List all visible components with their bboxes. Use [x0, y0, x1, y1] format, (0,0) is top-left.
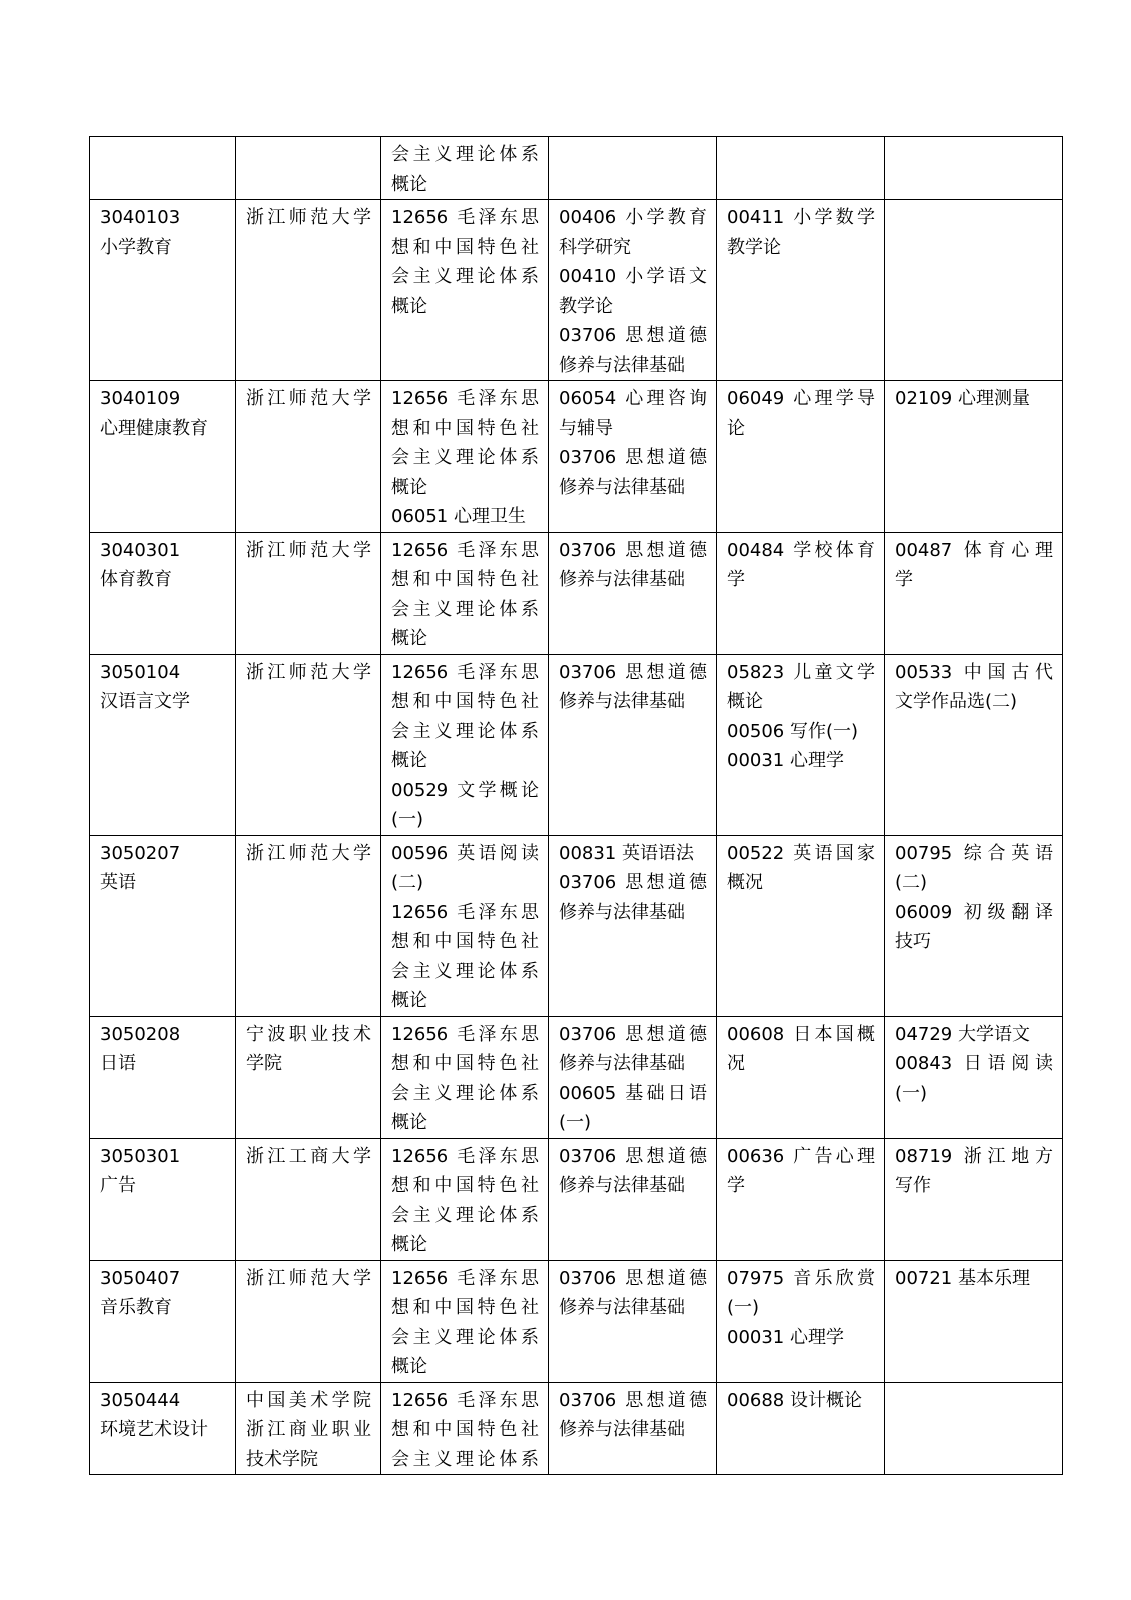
course-entry-line: 00831 英语语法 — [559, 842, 694, 864]
course-entry-line: 概论 — [391, 476, 427, 498]
table-row — [90, 137, 1063, 200]
school-line: 浙江师范大学 — [246, 661, 371, 683]
course-entry-line: 概况 — [727, 872, 763, 893]
course-entry-line: (一) — [559, 1112, 592, 1133]
course-entry-line: 与辅导 — [559, 417, 613, 439]
course-entry-line: 3050301 — [100, 1145, 181, 1167]
course-entry-line: 修养与法律基础 — [559, 569, 685, 590]
course-cell-1 — [381, 1260, 549, 1382]
course-entry-line: 文学作品选(二) — [895, 691, 1018, 712]
course-cell-4 — [885, 532, 1063, 654]
course-cell-1 — [381, 137, 549, 200]
course-cell-3 — [717, 200, 885, 381]
course-cell-4 — [885, 200, 1063, 381]
course-cell-4 — [885, 381, 1063, 533]
course-cell-1 — [381, 1138, 549, 1260]
school-line: 浙江师范大学 — [246, 207, 371, 228]
school-cell — [236, 654, 381, 835]
course-cell-2 — [549, 835, 717, 1016]
school-line: 学院 — [246, 1053, 282, 1074]
course-cell-3 — [717, 1260, 885, 1382]
course-entry-line: 00410 小学语文 — [559, 266, 707, 287]
course-entry-line: 概论 — [391, 750, 427, 771]
course-entry-line: 3050444 — [100, 1389, 181, 1411]
course-entry-line: 科学研究 — [559, 236, 631, 258]
school-cell — [236, 1138, 381, 1260]
course-cell-2 — [549, 200, 717, 381]
course-entry-line: 学 — [895, 569, 913, 590]
table-row — [90, 1260, 1063, 1382]
course-entry-line: 会主义理论体系 — [391, 1082, 539, 1104]
course-entry-line: 12656 毛泽东思 — [391, 661, 539, 683]
course-cell-4 — [885, 137, 1063, 200]
course-entry-line: 03706 思想道德 — [559, 1389, 707, 1411]
course-entry-line: 想和中国特色社 — [391, 691, 539, 712]
school-cell — [236, 200, 381, 381]
major-cell — [90, 200, 236, 381]
school-cell — [236, 532, 381, 654]
course-entry-line: 02109 心理测量 — [895, 388, 1030, 409]
course-entry-line: 12656 毛泽东思 — [391, 1145, 539, 1167]
course-entry-line: 03706 思想道德 — [559, 1145, 707, 1167]
school-line: 浙江师范大学 — [246, 1267, 371, 1289]
school-line: 技术学院 — [246, 1448, 318, 1470]
course-entry-line: 想和中国特色社 — [391, 569, 539, 590]
school-line: 中国美术学院 — [246, 1389, 371, 1411]
course-cell-1 — [381, 1016, 549, 1138]
course-entry-line: 00506 写作(一) — [727, 720, 859, 742]
course-entry-line: 03706 思想道德 — [559, 447, 707, 468]
school-cell — [236, 1016, 381, 1138]
table-row — [90, 1138, 1063, 1260]
major-cell — [90, 137, 236, 200]
course-cell-1 — [381, 200, 549, 381]
course-entry-line: 12656 毛泽东思 — [391, 207, 539, 228]
course-entry-line: 00529 文学概论 — [391, 779, 539, 801]
course-entry-line: 00406 小学教育 — [559, 207, 707, 228]
course-entry-line: 00721 基本乐理 — [895, 1267, 1030, 1289]
course-entry-line: 修养与法律基础 — [559, 1419, 685, 1440]
course-entry-line: 03706 思想道德 — [559, 872, 707, 893]
course-cell-3 — [717, 532, 885, 654]
course-cell-4 — [885, 835, 1063, 1016]
course-entry-line: (一) — [727, 1297, 760, 1318]
major-line: 英语 — [100, 872, 136, 893]
school-cell — [236, 381, 381, 533]
course-entry-line: 00795 综合英语 — [895, 842, 1053, 864]
course-entry-line: 想和中国特色社 — [391, 1053, 539, 1074]
major-line: 体育教育 — [100, 569, 172, 590]
course-cell-2 — [549, 137, 717, 200]
course-entry-line: 想和中国特色社 — [391, 417, 539, 439]
course-entry-line: (一) — [391, 809, 424, 830]
school-cell — [236, 835, 381, 1016]
course-entry-line: 12656 毛泽东思 — [391, 1267, 539, 1289]
major-cell — [90, 1260, 236, 1382]
course-entry-line: 3040103 — [100, 207, 181, 228]
course-entry-line: 00533 中国古代 — [895, 661, 1053, 683]
course-cell-3 — [717, 1016, 885, 1138]
course-entry-line: 会主义理论体系 — [391, 266, 539, 287]
course-entry-line: 03706 思想道德 — [559, 325, 707, 346]
course-entry-line: 会主义理论体系 — [391, 144, 539, 165]
course-cell-2 — [549, 532, 717, 654]
course-entry-line: 00636 广告心理 — [727, 1145, 875, 1167]
major-cell — [90, 1138, 236, 1260]
course-entry-line: 写作 — [895, 1175, 931, 1196]
course-entry-line: 03706 思想道德 — [559, 661, 707, 683]
course-cell-4 — [885, 1260, 1063, 1382]
course-entry-line: 3050208 — [100, 1023, 181, 1045]
major-line: 小学教育 — [100, 236, 172, 258]
table-row — [90, 835, 1063, 1016]
course-entry-line: 06009 初级翻译 — [895, 901, 1053, 923]
course-entry-line: 想和中国特色社 — [391, 1297, 539, 1318]
course-entry-line: 论 — [727, 417, 745, 439]
course-entry-line: 08719 浙江地方 — [895, 1145, 1053, 1167]
table-row — [90, 654, 1063, 835]
course-entry-line: 3050407 — [100, 1267, 181, 1289]
course-entry-line: 会主义理论体系 — [391, 1326, 539, 1348]
course-entry-line: 00411 小学数学 — [727, 207, 875, 228]
course-entry-line: 00031 心理学 — [727, 1326, 844, 1348]
course-entry-line: 概论 — [391, 1234, 427, 1255]
course-entry-line: 修养与法律基础 — [559, 1053, 685, 1074]
course-entry-line: 教学论 — [727, 236, 781, 258]
course-entry-line: 06049 心理学导 — [727, 388, 875, 409]
course-entry-line: 修养与法律基础 — [559, 476, 685, 498]
course-entry-line: 12656 毛泽东思 — [391, 1389, 539, 1411]
course-entry-line: 教学论 — [559, 295, 613, 317]
course-entry-line: 想和中国特色社 — [391, 1419, 539, 1440]
course-cell-1 — [381, 1382, 549, 1475]
course-entry-line: (一) — [895, 1082, 928, 1104]
course-entry-line: 04729 大学语文 — [895, 1023, 1030, 1045]
course-entry-line: 会主义理论体系 — [391, 1448, 539, 1470]
course-cell-3 — [717, 137, 885, 200]
course-entry-line: 06054 心理咨询 — [559, 388, 707, 409]
course-entry-line: 学 — [727, 1175, 745, 1196]
course-entry-line: 概论 — [391, 295, 427, 317]
course-entry-line: 00596 英语阅读 — [391, 842, 539, 864]
school-cell — [236, 1382, 381, 1475]
course-entry-line: 12656 毛泽东思 — [391, 901, 539, 923]
table-row — [90, 1016, 1063, 1138]
course-cell-2 — [549, 1382, 717, 1475]
course-entry-line: 05823 儿童文学 — [727, 661, 875, 683]
course-cell-2 — [549, 654, 717, 835]
major-cell — [90, 654, 236, 835]
major-cell — [90, 381, 236, 533]
table-row — [90, 1382, 1063, 1475]
table-row — [90, 381, 1063, 533]
course-entry-line: 03706 思想道德 — [559, 1023, 707, 1045]
table-body — [90, 137, 1063, 1475]
course-cell-1 — [381, 381, 549, 533]
course-entry-line: 概论 — [727, 691, 763, 712]
major-cell — [90, 835, 236, 1016]
course-entry-line: 学 — [727, 569, 745, 590]
course-schedule-table — [89, 136, 1063, 1475]
course-entry-line: 3050104 — [100, 661, 181, 683]
table-row — [90, 200, 1063, 381]
course-cell-4 — [885, 654, 1063, 835]
course-entry-line: 想和中国特色社 — [391, 1175, 539, 1196]
course-cell-4 — [885, 1016, 1063, 1138]
course-cell-3 — [717, 1382, 885, 1475]
course-entry-line: 概论 — [391, 1356, 427, 1377]
major-cell — [90, 1382, 236, 1475]
course-cell-1 — [381, 532, 549, 654]
course-cell-2 — [549, 381, 717, 533]
school-cell — [236, 137, 381, 200]
school-line: 浙江师范大学 — [246, 842, 371, 864]
course-entry-line: 00487 体育心理 — [895, 539, 1053, 561]
course-entry-line: 3040109 — [100, 388, 181, 409]
major-line: 音乐教育 — [100, 1297, 172, 1318]
course-entry-line: 3040301 — [100, 539, 181, 561]
school-cell — [236, 1260, 381, 1382]
course-entry-line: 00484 学校体育 — [727, 539, 875, 561]
course-cell-3 — [717, 381, 885, 533]
course-entry-line: 00688 设计概论 — [727, 1389, 862, 1411]
course-entry-line: 况 — [727, 1053, 745, 1074]
school-line: 浙江师范大学 — [246, 539, 371, 561]
course-entry-line: 概论 — [391, 990, 427, 1011]
table-row — [90, 532, 1063, 654]
major-line: 汉语言文学 — [100, 691, 190, 712]
major-cell — [90, 1016, 236, 1138]
school-line: 浙江商业职业 — [246, 1419, 371, 1440]
course-entry-line: 概论 — [391, 628, 427, 649]
course-entry-line: 3050207 — [100, 842, 181, 864]
course-entry-line: 会主义理论体系 — [391, 960, 539, 982]
course-entry-line: 修养与法律基础 — [559, 1297, 685, 1318]
course-entry-line: 概论 — [391, 173, 427, 195]
course-entry-line: 00608 日本国概 — [727, 1023, 875, 1045]
course-entry-line: 12656 毛泽东思 — [391, 539, 539, 561]
course-entry-line: 技巧 — [895, 931, 931, 952]
course-cell-2 — [549, 1138, 717, 1260]
course-entry-line: 想和中国特色社 — [391, 236, 539, 258]
course-entry-line: 修养与法律基础 — [559, 354, 685, 376]
course-cell-3 — [717, 654, 885, 835]
school-line: 浙江工商大学 — [246, 1145, 371, 1167]
course-entry-line: 00522 英语国家 — [727, 842, 875, 864]
major-line: 广告 — [100, 1175, 136, 1196]
course-cell-4 — [885, 1138, 1063, 1260]
course-cell-1 — [381, 654, 549, 835]
course-cell-4 — [885, 1382, 1063, 1475]
school-line: 浙江师范大学 — [246, 388, 371, 409]
course-cell-2 — [549, 1260, 717, 1382]
course-entry-line: 会主义理论体系 — [391, 447, 539, 468]
course-entry-line: 12656 毛泽东思 — [391, 388, 539, 409]
course-entry-line: 想和中国特色社 — [391, 931, 539, 952]
course-cell-3 — [717, 1138, 885, 1260]
course-entry-line: 06051 心理卫生 — [391, 506, 526, 527]
course-entry-line: (二) — [895, 872, 928, 893]
course-entry-line: 00605 基础日语 — [559, 1082, 707, 1104]
course-cell-2 — [549, 1016, 717, 1138]
major-line: 环境艺术设计 — [100, 1419, 208, 1440]
course-entry-line: 修养与法律基础 — [559, 691, 685, 712]
course-cell-3 — [717, 835, 885, 1016]
course-entry-line: 07975 音乐欣赏 — [727, 1267, 875, 1289]
course-entry-line: 00843 日语阅读 — [895, 1053, 1053, 1074]
course-entry-line: 00031 心理学 — [727, 750, 844, 771]
course-entry-line: 03706 思想道德 — [559, 539, 707, 561]
course-entry-line: 概论 — [391, 1112, 427, 1133]
course-cell-1 — [381, 835, 549, 1016]
major-cell — [90, 532, 236, 654]
course-entry-line: 会主义理论体系 — [391, 720, 539, 742]
course-entry-line: 会主义理论体系 — [391, 1204, 539, 1226]
school-line: 宁波职业技术 — [246, 1023, 371, 1045]
course-entry-line: 会主义理论体系 — [391, 598, 539, 620]
course-entry-line: 修养与法律基础 — [559, 1175, 685, 1196]
course-entry-line: (二) — [391, 872, 424, 893]
course-entry-line: 12656 毛泽东思 — [391, 1023, 539, 1045]
course-entry-line: 修养与法律基础 — [559, 901, 685, 923]
major-line: 日语 — [100, 1053, 136, 1074]
course-entry-line: 03706 思想道德 — [559, 1267, 707, 1289]
major-line: 心理健康教育 — [100, 417, 208, 439]
